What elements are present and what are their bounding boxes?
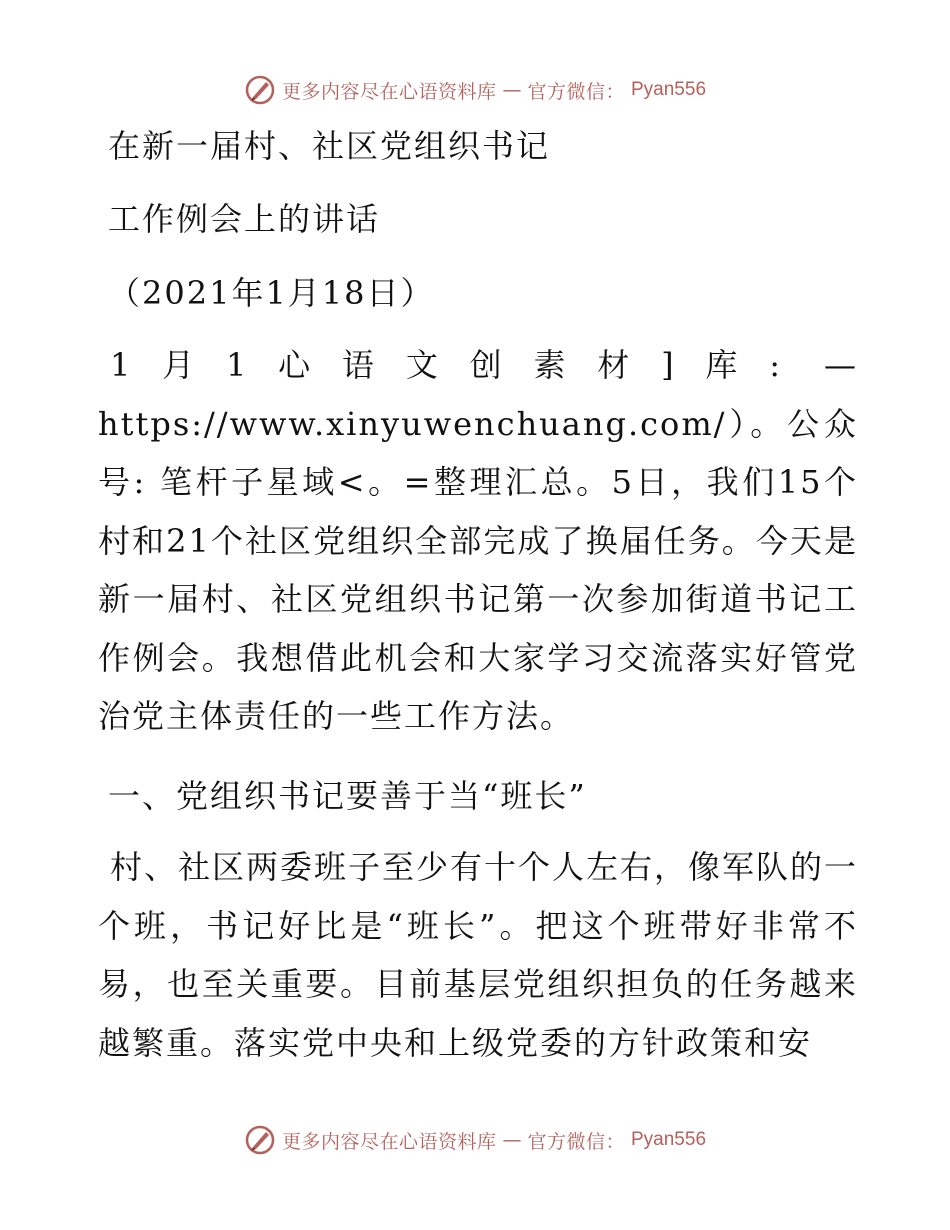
watermark-wechat-id: Pyan556 [631,79,707,100]
watermark-separator: — [502,79,522,101]
watermark-separator: — [502,1129,522,1151]
paragraph-intro: 1月1心语文创素材]库: —https://www.xinyuwenchuang.com/）。公众号: 笔杆子星域<。=整理汇总。5日，我们15个村和21个社区党组织全部完成了换届任务。今天是新一届村、社区党组织书记第一次参加街道书记工作例会。我想借此机会和大家学习交流落实好管党治党主体责任的一些工作方法。 [98,346,858,735]
watermark-text: 更多内容尽在心语资料库 [281,80,497,103]
paragraph-section-1: 村、社区两委班子至少有十个人左右，像军队的一个班，书记好比是“班长”。把这个班带好非常不易，也至关重要。目前基层党组织担负的任务越来越繁重。落实党中央和上级党委的方针政策和安 [98,848,859,1062]
watermark-text: 更多内容尽在心语资料库 [281,1130,497,1153]
section-heading-1: 一、党组织书记要善于当“班长” [108,777,587,815]
quill-pen-logo-icon [244,1124,276,1156]
document-title-line2: 工作例会上的讲话 [108,200,381,238]
document-date: （2021年1月18日） [108,274,435,312]
watermark-wechat-label: 官方微信： [527,1130,625,1153]
document-title-line1: 在新一届村、社区党组织书记 [108,127,551,165]
watermark-wechat-id: Pyan556 [631,1129,707,1150]
footer-watermark [0,1124,950,1156]
quill-pen-logo-icon [244,74,276,106]
header-watermark [0,74,950,106]
watermark-wechat-label: 官方微信： [527,80,625,103]
